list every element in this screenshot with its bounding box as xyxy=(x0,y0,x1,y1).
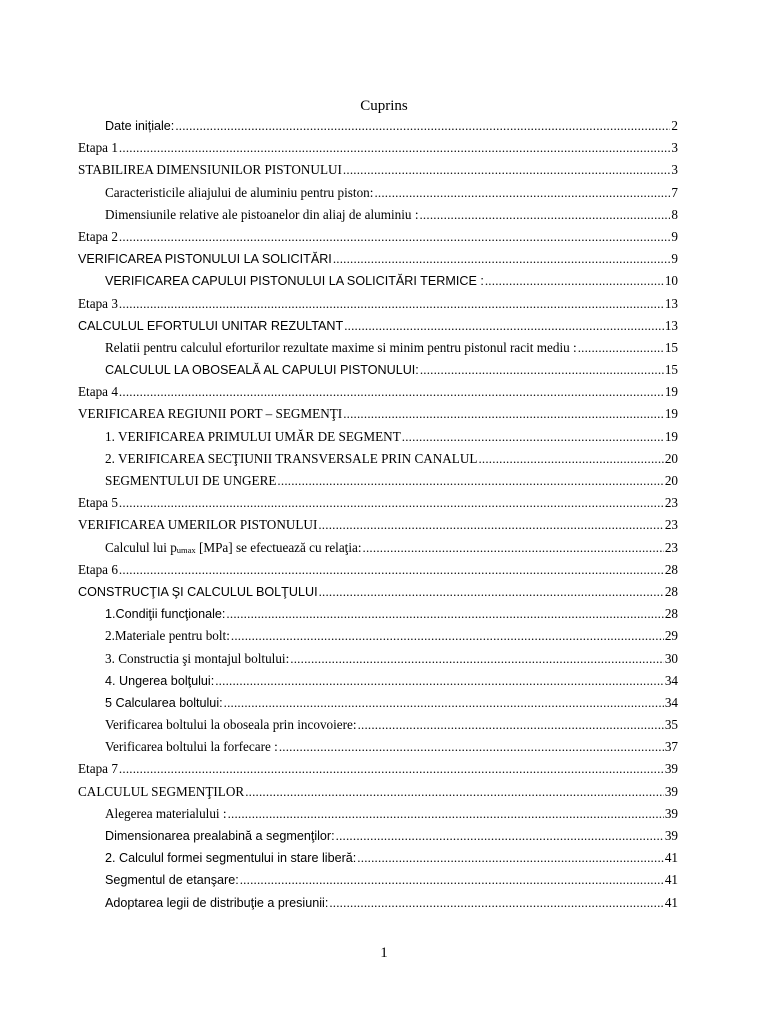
toc-entry-label: 4. Ungerea bolţului: xyxy=(105,673,215,688)
toc-entry-page: 20 xyxy=(664,450,678,466)
toc-entry[interactable] xyxy=(78,537,678,559)
toc-entry[interactable] xyxy=(78,670,678,692)
toc-entry-page: 41 xyxy=(664,872,678,888)
toc-entry[interactable] xyxy=(78,736,678,758)
toc-entry-page: 34 xyxy=(664,672,678,688)
toc-entry[interactable] xyxy=(78,648,678,670)
toc-entry[interactable] xyxy=(78,581,678,603)
toc-entry-label: Relatii pentru calculul eforturilor rezultate maxime si minim pentru pistonul racit mediu : xyxy=(105,339,577,355)
toc-entry-label: Etapa 7 xyxy=(78,761,118,777)
toc-leader-dots xyxy=(119,559,664,581)
toc-entry[interactable] xyxy=(78,204,678,226)
toc-entry-page: 3 xyxy=(671,140,678,156)
toc-leader-dots xyxy=(224,692,664,714)
toc-entry-page: 41 xyxy=(664,894,678,910)
toc-entry-page: 23 xyxy=(664,517,678,533)
toc-entry[interactable] xyxy=(78,869,678,891)
toc-entry-page: 28 xyxy=(664,583,678,599)
toc-entry[interactable] xyxy=(78,692,678,714)
toc-leader-dots xyxy=(215,670,664,692)
toc-entry-label: Dimensionarea prealabină a segmenţilor: xyxy=(105,829,335,843)
toc-entry-page: 23 xyxy=(664,495,678,511)
toc-entry-label: Etapa 1 xyxy=(78,140,118,156)
toc-entry[interactable] xyxy=(78,514,678,536)
toc-entry[interactable] xyxy=(78,492,678,514)
toc-entry-page: 8 xyxy=(671,206,678,222)
toc-entry[interactable] xyxy=(78,182,678,204)
toc-entry-page: 30 xyxy=(664,650,678,666)
toc-entry-page: 7 xyxy=(671,184,678,200)
toc-entry-label-subscript: umax xyxy=(176,544,196,555)
toc-entry[interactable] xyxy=(78,403,678,425)
toc-entry-label: Etapa 2 xyxy=(78,228,118,244)
toc-leader-dots xyxy=(363,537,664,559)
toc-entry-page: 41 xyxy=(664,850,678,866)
page-number: 1 xyxy=(380,945,388,961)
toc-title: Cuprins xyxy=(360,98,408,114)
toc-entry[interactable] xyxy=(78,758,678,780)
toc-leader-dots xyxy=(119,381,664,403)
toc-entry-page: 19 xyxy=(664,406,678,422)
toc-entry-page: 39 xyxy=(664,761,678,777)
toc-leader-dots xyxy=(240,869,664,891)
toc-leader-dots xyxy=(402,426,664,448)
toc-leader-dots xyxy=(578,337,664,359)
toc-entry[interactable] xyxy=(78,270,678,292)
toc-entry-label: VERIFICAREA PISTONULUI LA SOLICITĂRI xyxy=(78,252,332,267)
toc-leader-dots xyxy=(245,781,664,803)
toc-entry-label: 1. VERIFICAREA PRIMULUI UMĂR DE SEGMENT xyxy=(105,428,401,444)
toc-leader-dots xyxy=(119,758,664,780)
toc-entry[interactable] xyxy=(78,315,678,337)
toc-entry-page: 20 xyxy=(664,473,678,488)
toc-entry[interactable] xyxy=(78,714,678,736)
toc-entry-label: 1.Condiţii funcţionale: xyxy=(105,607,226,622)
toc-entry[interactable] xyxy=(78,470,678,492)
toc-leader-dots xyxy=(279,736,664,758)
toc-leader-dots xyxy=(119,226,670,248)
toc-leader-dots xyxy=(290,648,664,670)
toc-entry-label: Adoptarea legii de distribuţie a presiunii: xyxy=(105,895,329,910)
toc-entry[interactable] xyxy=(78,803,678,825)
toc-entry-label: CALCULUL SEGMENŢILOR xyxy=(78,783,245,799)
toc-entry-label: VERIFICAREA UMERILOR PISTONULUI xyxy=(78,517,318,533)
toc-entry-page: 9 xyxy=(671,251,678,267)
toc-entry[interactable] xyxy=(78,248,678,270)
toc-leader-dots xyxy=(357,847,664,869)
toc-entry-label: Date inițiale: xyxy=(105,119,175,133)
toc-leader-dots xyxy=(329,892,663,914)
toc-entry-label: CALCULUL EFORTULUI UNITAR REZULTANT xyxy=(78,318,344,333)
toc-entry-label: 5 Calcularea boltului: xyxy=(105,695,223,710)
toc-entry-page: 37 xyxy=(664,739,678,755)
toc-entry-page: 15 xyxy=(664,362,678,378)
toc-entry[interactable] xyxy=(78,159,678,181)
toc-entry[interactable] xyxy=(78,293,678,315)
toc-leader-dots xyxy=(343,403,664,425)
toc-entry-label: Etapa 5 xyxy=(78,495,118,511)
toc-entry[interactable] xyxy=(78,847,678,869)
toc-entry-page: 35 xyxy=(664,717,678,733)
toc-entry-page: 39 xyxy=(664,805,678,821)
toc-leader-dots xyxy=(344,315,664,337)
toc-leader-dots xyxy=(485,270,664,292)
toc-leader-dots xyxy=(358,714,664,736)
toc-entry-page: 39 xyxy=(664,828,678,843)
toc-entry-label: STABILIREA DIMENSIUNILOR PISTONULUI xyxy=(78,162,342,178)
toc-entry-label: Etapa 4 xyxy=(78,384,118,400)
toc-entry-label: VERIFICAREA REGIUNII PORT – SEGMENŢI xyxy=(78,406,343,422)
toc-entry-page: 34 xyxy=(664,694,678,710)
toc-entry[interactable] xyxy=(78,892,678,914)
toc-leader-dots xyxy=(478,448,663,470)
toc-entry-label: Alegerea materialului : xyxy=(105,805,227,821)
table-of-contents xyxy=(78,115,678,914)
toc-entry-page: 3 xyxy=(671,162,678,178)
toc-entry-label-post: [MPa] se efectuează cu relaţia: xyxy=(195,539,362,555)
toc-entry-label: Segmentul de etanşare: xyxy=(105,873,239,888)
toc-leader-dots xyxy=(231,625,664,647)
toc-entry-label-pre: Calculul lui p xyxy=(105,539,177,555)
toc-entry-label: 2. Calculul formei segmentului in stare liberă: xyxy=(105,851,357,866)
toc-entry[interactable] xyxy=(78,226,678,248)
toc-entry-label: 2. VERIFICAREA SECŢIUNII TRANSVERSALE PRIN CANALUL xyxy=(105,450,478,466)
toc-entry[interactable] xyxy=(78,625,678,647)
toc-leader-dots xyxy=(277,470,663,492)
toc-entry-page: 9 xyxy=(671,228,678,244)
toc-leader-dots xyxy=(420,359,664,381)
toc-entry-page: 15 xyxy=(664,339,678,355)
toc-entry-page: 2 xyxy=(671,118,678,133)
toc-leader-dots xyxy=(419,204,670,226)
toc-leader-dots xyxy=(318,514,663,536)
toc-leader-dots xyxy=(226,603,663,625)
toc-entry[interactable] xyxy=(78,381,678,403)
toc-entry-label: Verificarea boltului la oboseala prin incovoiere: xyxy=(105,717,357,733)
toc-entry-page: 13 xyxy=(664,295,678,311)
toc-leader-dots xyxy=(228,803,664,825)
toc-entry-page: 29 xyxy=(664,628,678,644)
toc-entry-label: CALCULUL LA OBOSEALĂ AL CAPULUI PISTONULUI: xyxy=(105,363,419,378)
toc-entry[interactable] xyxy=(78,426,678,448)
toc-entry-label: VERIFICAREA CAPULUI PISTONULUI LA SOLICITĂRI TERMICE : xyxy=(105,274,484,289)
toc-entry-label xyxy=(105,537,362,561)
toc-entry[interactable] xyxy=(78,337,678,359)
toc-entry[interactable] xyxy=(78,559,678,581)
toc-entry-label: SEGMENTULUI DE UNGERE xyxy=(105,473,277,488)
toc-entry-label: 3. Constructia şi montajul boltului: xyxy=(105,650,290,666)
toc-entry-page: 28 xyxy=(664,606,678,622)
toc-entry-page: 10 xyxy=(664,273,678,289)
toc-entry-label: Verificarea boltului la forfecare : xyxy=(105,739,278,755)
toc-leader-dots xyxy=(374,182,670,204)
toc-entry-page: 19 xyxy=(664,428,678,444)
toc-entry-page: 39 xyxy=(664,783,678,799)
toc-entry-label: CONSTRUCŢIA ŞI CALCULUL BOLŢULUI xyxy=(78,584,318,599)
toc-leader-dots xyxy=(175,115,670,137)
toc-entry[interactable] xyxy=(78,137,678,159)
toc-leader-dots xyxy=(319,581,664,603)
toc-entry[interactable] xyxy=(78,115,678,137)
toc-leader-dots xyxy=(343,159,670,181)
toc-entry-label: Etapa 3 xyxy=(78,295,118,311)
toc-entry-page: 19 xyxy=(664,384,678,400)
toc-leader-dots xyxy=(119,137,670,159)
toc-entry-label: Caracteristicile aliajului de aluminiu pentru piston: xyxy=(105,184,374,200)
toc-entry[interactable] xyxy=(78,781,678,803)
toc-leader-dots xyxy=(333,248,671,270)
toc-entry-label: Etapa 6 xyxy=(78,561,118,577)
toc-entry-page: 23 xyxy=(664,539,678,555)
toc-entry-page: 13 xyxy=(664,317,678,333)
toc-leader-dots xyxy=(119,293,664,315)
toc-entry[interactable] xyxy=(78,603,678,625)
toc-entry[interactable] xyxy=(78,825,678,847)
toc-entry-page: 28 xyxy=(664,561,678,577)
toc-leader-dots xyxy=(336,825,664,847)
toc-entry-label: 2.Materiale pentru bolt: xyxy=(105,628,230,644)
toc-entry-label: Dimensiunile relative ale pistoanelor din aliaj de aluminiu : xyxy=(105,206,419,222)
toc-entry[interactable] xyxy=(78,448,678,470)
toc-entry[interactable] xyxy=(78,359,678,381)
toc-leader-dots xyxy=(119,492,664,514)
